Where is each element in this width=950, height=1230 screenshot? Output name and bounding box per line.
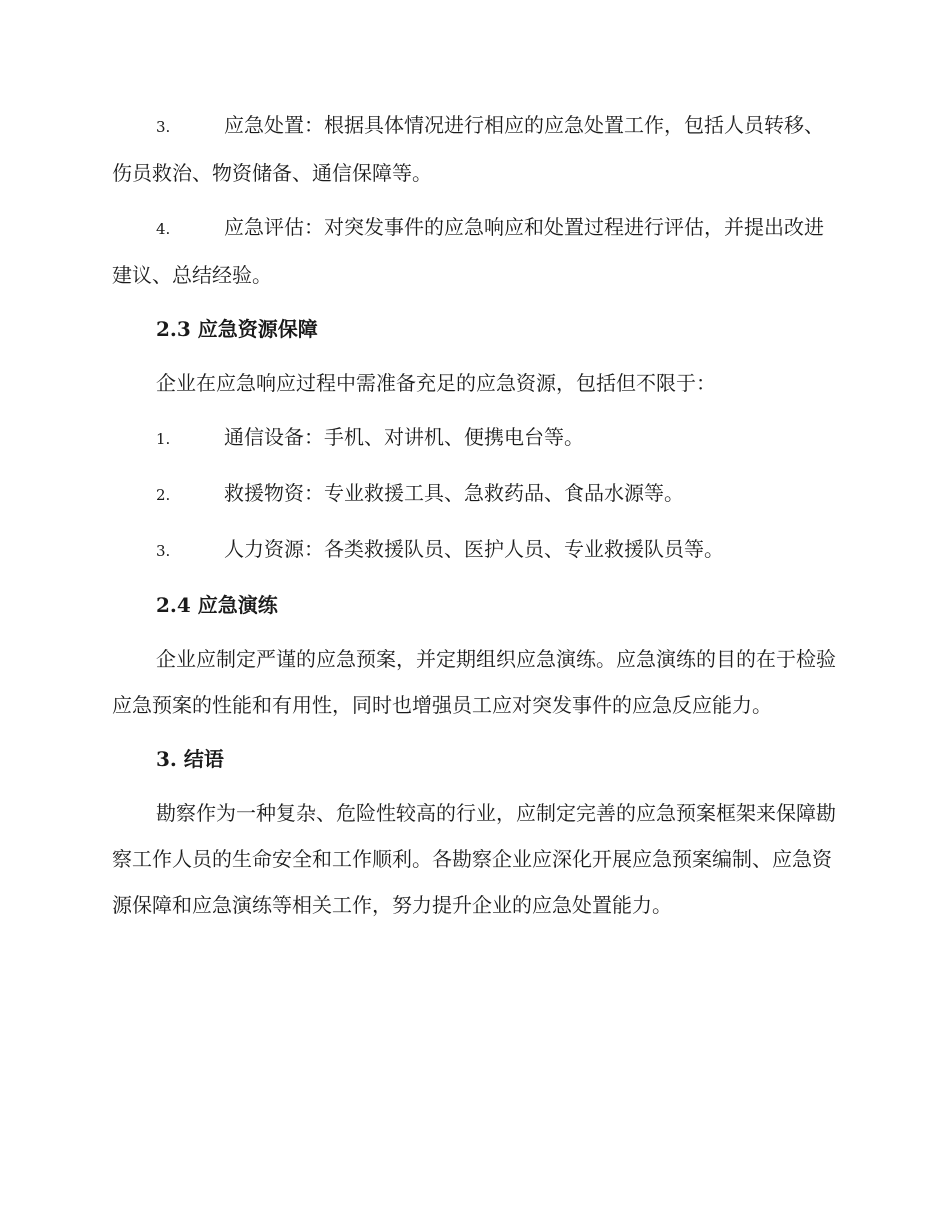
list-item-text: 人力资源：各类救援队员、医护人员、专业救援队员等。 (224, 537, 724, 561)
section-2-3-intro: 企业在应急响应过程中需准备充足的应急资源，包括但不限于： (156, 371, 716, 395)
section-heading-2-3: 2.3 应急资源保障 (156, 317, 318, 341)
list-item-rescue-supplies (112, 470, 842, 518)
list-number: 2. (156, 486, 171, 504)
section-heading-3: 3. 结语 (156, 747, 224, 771)
list-item-emergency-disposal (112, 102, 842, 196)
list-item-communication-equipment (112, 414, 842, 462)
list-item-text: 通信设备：手机、对讲机、便携电台等。 (224, 425, 584, 449)
section-heading-2-4: 2.4 应急演练 (156, 593, 278, 617)
document-page (112, 102, 842, 936)
list-number: 4. (156, 220, 171, 238)
list-number: 3. (156, 118, 171, 136)
list-number: 1. (156, 430, 171, 448)
list-number: 3. (156, 542, 171, 560)
list-item-human-resources (112, 526, 842, 574)
list-item-emergency-assessment (112, 204, 842, 298)
list-item-text: 应急评估：对突发事件的应急响应和处置过程进行评估，并提出改进建议、总结经验。 (112, 215, 824, 287)
list-item-text: 救援物资：专业救援工具、急救药品、食品水源等。 (224, 481, 684, 505)
section-2-4-body: 企业应制定严谨的应急预案，并定期组织应急演练。应急演练的目的在于检验应急预案的性能和有用性，同时也增强员工应对突发事件的应急反应能力。 (112, 647, 836, 717)
list-item-text: 应急处置：根据具体情况进行相应的应急处置工作，包括人员转移、伤员救治、物资储备、通信保障等。 (112, 113, 824, 185)
section-3-body: 勘察作为一种复杂、危险性较高的行业，应制定完善的应急预案框架来保障勘察工作人员的生命安全和工作顺利。各勘察企业应深化开展应急预案编制、应急资源保障和应急演练等相关工作，努力提升企业的应急处置能力。 (112, 801, 836, 917)
